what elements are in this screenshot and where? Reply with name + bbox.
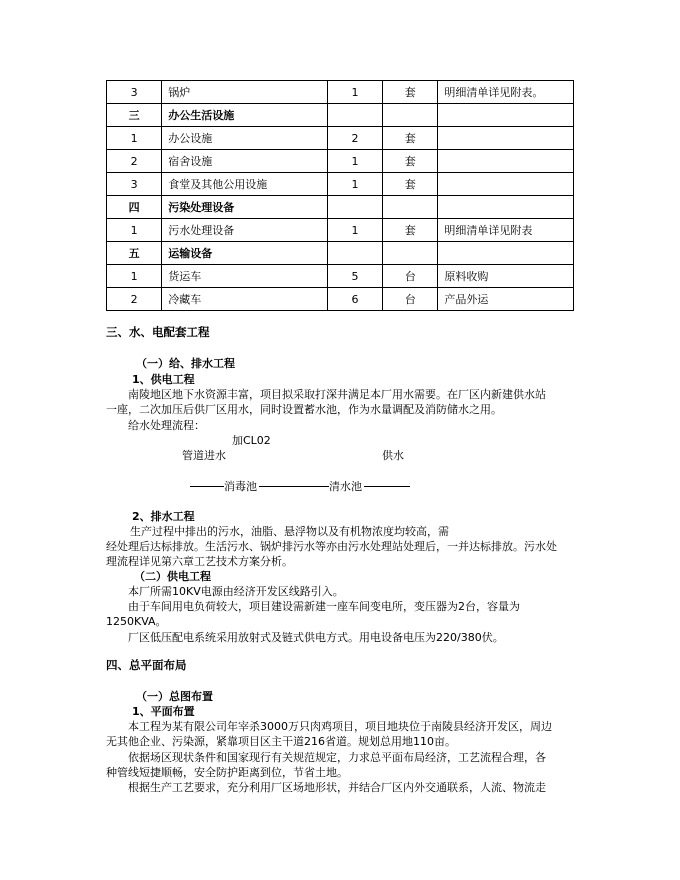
cell-no: 三 [107,104,162,127]
cell-qty: 1 [327,150,382,173]
cell-note [438,104,574,127]
cell-no: 1 [107,219,162,242]
cell-unit: 套 [383,81,438,104]
heading-power-1: 1、供电工程 [132,373,195,386]
cell-name: 食堂及其他公用设施 [162,173,328,196]
cell-note [438,127,574,150]
cell-qty: 1 [327,219,382,242]
cell-qty: 1 [327,81,382,104]
cell-no: 五 [107,242,162,265]
cell-note: 产品外运 [438,288,574,311]
cell-note [438,150,574,173]
cell-no: 3 [107,81,162,104]
cell-unit [383,104,438,127]
cell-name: 冷藏车 [162,288,328,311]
cell-unit [383,196,438,219]
cell-note: 明细清单详见附表 [438,219,574,242]
paragraph-line: 理流程详见第六章工艺技术方案分析。 [106,555,293,568]
paragraph-line: 经处理后达标排放。生活污水、锅炉排污水等亦由污水处理站处理后，一并达标排放。污水处 [106,540,557,553]
cell-note [438,242,574,265]
cell-no: 2 [107,288,162,311]
section-4-title: 四、总平面布局 [106,658,187,672]
table-row [107,81,574,104]
cell-note [438,196,574,219]
cell-no: 四 [107,196,162,219]
paragraph-line: 种管线短捷顺畅，安全防护距离到位，节省土地。 [106,766,348,779]
table-row [107,219,574,242]
cell-name: 办公生活设施 [162,104,328,127]
cell-name: 办公设施 [162,127,328,150]
cell-name: 运输设备 [162,242,328,265]
cell-unit: 套 [383,150,438,173]
paragraph-line: 生产过程中排出的污水，油脂、悬浮物以及有机物浓度均较高，需 [130,525,449,538]
heading-drainage-2: 2、排水工程 [132,510,195,523]
table-section-row [107,104,574,127]
paragraph-line: 1250KVA。 [106,615,167,628]
flow-connector [364,486,410,487]
cell-note: 原料收购 [438,265,574,288]
section-3-title: 三、水、电配套工程 [106,325,210,339]
subsection-water-title: （一）给、排水工程 [136,357,235,370]
cell-unit [383,242,438,265]
flow-clear-water-pool: 清水池 [329,480,362,493]
cell-qty: 1 [327,173,382,196]
cell-qty [327,104,382,127]
cell-name: 货运车 [162,265,328,288]
cell-name: 污染处理设备 [162,196,328,219]
cell-qty: 2 [327,127,382,150]
flow-connector [259,486,329,487]
flow-connector [190,486,224,487]
paragraph-line: 给水处理流程： [128,419,205,432]
cell-qty: 6 [327,288,382,311]
table-row [107,265,574,288]
paragraph-line: 一座，二次加压后供厂区用水，同时设置蓄水池，作为水量调配及消防储水之用。 [106,403,502,416]
paragraph-line: 南陵地区地下水资源丰富，项目拟采取打深井满足本厂用水需要。在厂区内新建供水站 [128,388,546,401]
cell-unit: 套 [383,219,438,242]
cell-no: 3 [107,173,162,196]
flow-outlet-label: 供水 [382,449,404,462]
cell-name: 宿舍设施 [162,150,328,173]
table-section-row [107,242,574,265]
cell-no: 1 [107,127,162,150]
cell-name: 污水处理设备 [162,219,328,242]
cell-no: 2 [107,150,162,173]
cell-note [438,173,574,196]
flow-disinfection-pool: 消毒池 [224,480,257,493]
table-row [107,173,574,196]
cell-unit: 套 [383,127,438,150]
paragraph-line: 厂区低压配电系统采用放射式及链式供电方式。用电设备电压为220/380伏。 [128,631,504,644]
equipment-table [106,80,574,311]
cell-unit: 台 [383,288,438,311]
table-row [107,150,574,173]
paragraph-line: 由于车间用电负荷较大，项目建设需新建一座车间变电所，变压器为2台，容量为 [128,600,520,613]
table-row [107,127,574,150]
cell-unit: 套 [383,173,438,196]
paragraph-line: 本厂所需10KV电源由经济开发区线路引入。 [128,585,344,598]
cell-qty: 5 [327,265,382,288]
paragraph-line: 依据场区现状条件和国家现行有关规范规定，力求总平面布局经济，工艺流程合理，各 [128,751,546,764]
table-section-row [107,196,574,219]
cell-name: 锅炉 [162,81,328,104]
paragraph-line: 无其他企业、污染源，紧靠项目区主干道216省道。规划总用地110亩。 [106,735,456,748]
subsection-power-title: （二）供电工程 [134,570,211,583]
cell-unit: 台 [383,265,438,288]
table-row [107,288,574,311]
paragraph-line: 本工程为某有限公司年宰杀3000万只肉鸡项目，项目地块位于南陵县经济开发区，周边 [128,720,552,733]
heading-plan-1: 1、平面布置 [132,705,195,718]
cell-no: 1 [107,265,162,288]
flow-chemical-label: 加CL02 [232,434,271,447]
subsection-layout-title: （一）总图布置 [136,690,213,703]
cell-qty [327,196,382,219]
flow-inlet-label: 管道进水 [182,449,226,462]
cell-qty [327,242,382,265]
cell-note: 明细清单详见附表。 [438,81,574,104]
paragraph-line: 根据生产工艺要求，充分利用厂区场地形状，并结合厂区内外交通联系，人流、物流走 [128,781,546,794]
